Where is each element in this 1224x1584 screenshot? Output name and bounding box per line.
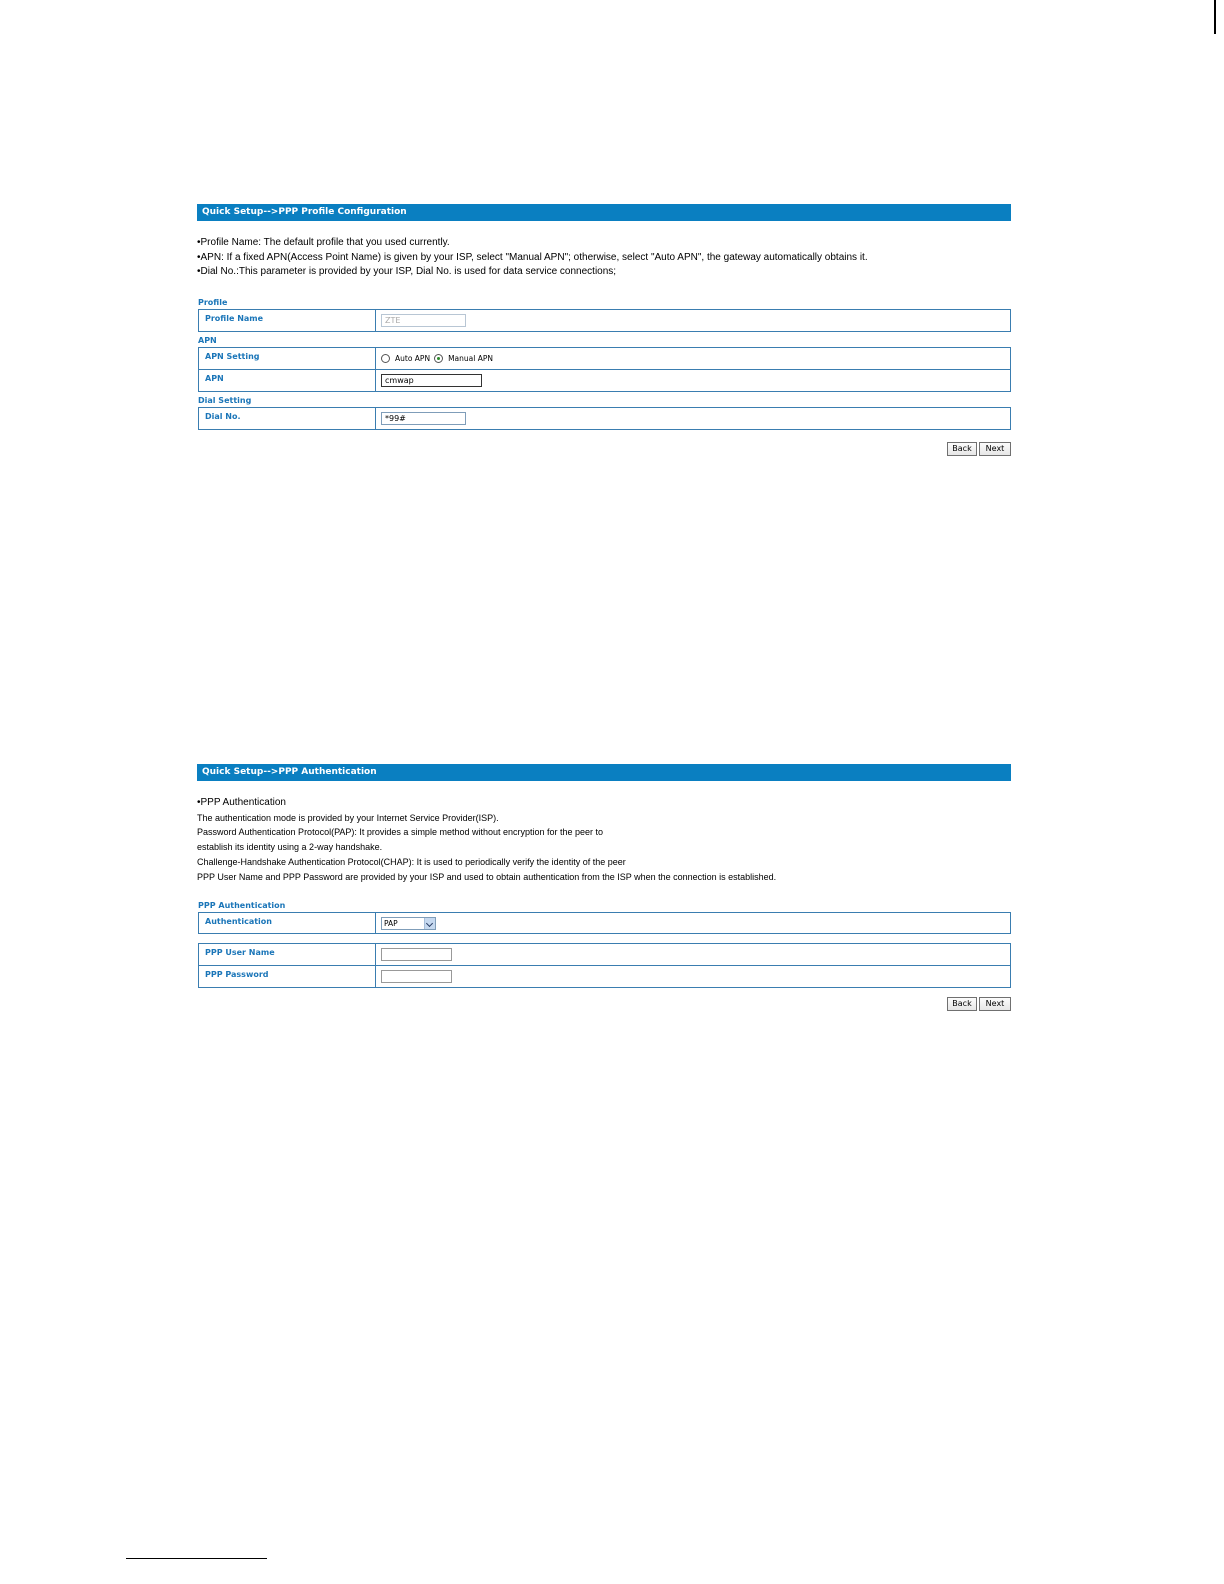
footnote-rule (126, 1558, 267, 1559)
password-label: PPP Password (199, 966, 376, 988)
panel-title: Quick Setup-->PPP Authentication (197, 764, 1011, 781)
apn-radio-group (381, 352, 1010, 366)
apn-setting-row (199, 348, 1011, 370)
auth-table (198, 912, 1011, 934)
info-line: establish its identity using a 2-way handshake. (197, 842, 383, 853)
apn-label: APN (199, 370, 376, 392)
manual-apn-radio[interactable] (434, 354, 443, 363)
section-auth-label: PPP Authentication (198, 901, 286, 911)
password-row (199, 966, 1011, 988)
section-dial-label: Dial Setting (198, 396, 252, 406)
user-name-label: PPP User Name (199, 944, 376, 966)
user-name-field[interactable] (381, 948, 452, 961)
chevron-down-icon[interactable] (424, 918, 435, 929)
manual-apn-label[interactable]: Manual APN (448, 354, 493, 364)
info-text (197, 236, 1011, 280)
ppp-profile-panel (197, 204, 1011, 430)
ppp-authentication-panel (197, 764, 1011, 988)
dial-field[interactable]: *99# (381, 412, 466, 425)
info-line: •Dial No.:This parameter is provided by your ISP, Dial No. is used for data service connections; (197, 266, 617, 278)
info-line: Password Authentication Protocol(PAP): It provides a simple method without encryption for the peer to (197, 827, 604, 838)
authentication-label: Authentication (199, 913, 376, 934)
dial-label: Dial No. (199, 408, 376, 430)
info-line: The authentication mode is provided by your Internet Service Provider(ISP). (197, 812, 499, 823)
back-button[interactable]: Back (947, 442, 977, 456)
credentials-table (198, 943, 1011, 988)
info-line: Challenge-Handshake Authentication Protocol(CHAP): It is used to periodically verify the identity of the peer (197, 856, 626, 867)
dial-table (198, 407, 1011, 430)
apn-setting-label: APN Setting (199, 348, 376, 370)
info-line: •Profile Name: The default profile that you used currently. (197, 237, 450, 248)
next-button[interactable]: Next (979, 442, 1011, 456)
authentication-select[interactable] (381, 917, 436, 930)
apn-row (199, 370, 1011, 392)
authentication-row (199, 913, 1011, 934)
panel-title: Quick Setup-->PPP Profile Configuration (197, 204, 1011, 221)
back-button[interactable]: Back (947, 997, 977, 1011)
section-profile-label: Profile (198, 298, 228, 308)
profile-name-label: Profile Name (199, 310, 376, 332)
profile-name-row (199, 310, 1011, 332)
user-name-row (199, 944, 1011, 966)
page-edge-line (1214, 0, 1216, 34)
dial-row (199, 408, 1011, 430)
info-line: PPP User Name and PPP Password are provided by your ISP and used to obtain authentication from the ISP when the connection is established. (197, 871, 777, 882)
info-line: •PPP Authentication (197, 797, 286, 808)
next-button[interactable]: Next (979, 997, 1011, 1011)
authentication-value: PAP (384, 918, 398, 928)
password-field[interactable] (381, 970, 452, 983)
auto-apn-label[interactable]: Auto APN (395, 354, 431, 364)
info-line: •APN: If a fixed APN(Access Point Name) is given by your ISP, select "Manual APN"; otherwise, select "Auto APN", the gateway automatically obtains it. (197, 251, 868, 263)
auto-apn-radio[interactable] (381, 354, 390, 363)
info-text (197, 796, 1011, 884)
profile-table (198, 309, 1011, 332)
apn-field[interactable]: cmwap (381, 374, 482, 387)
apn-table (198, 347, 1011, 392)
profile-name-field[interactable]: ZTE (381, 314, 466, 327)
section-apn-label: APN (198, 336, 217, 346)
profile-button-row (947, 442, 1011, 456)
auth-button-row (947, 997, 1011, 1011)
